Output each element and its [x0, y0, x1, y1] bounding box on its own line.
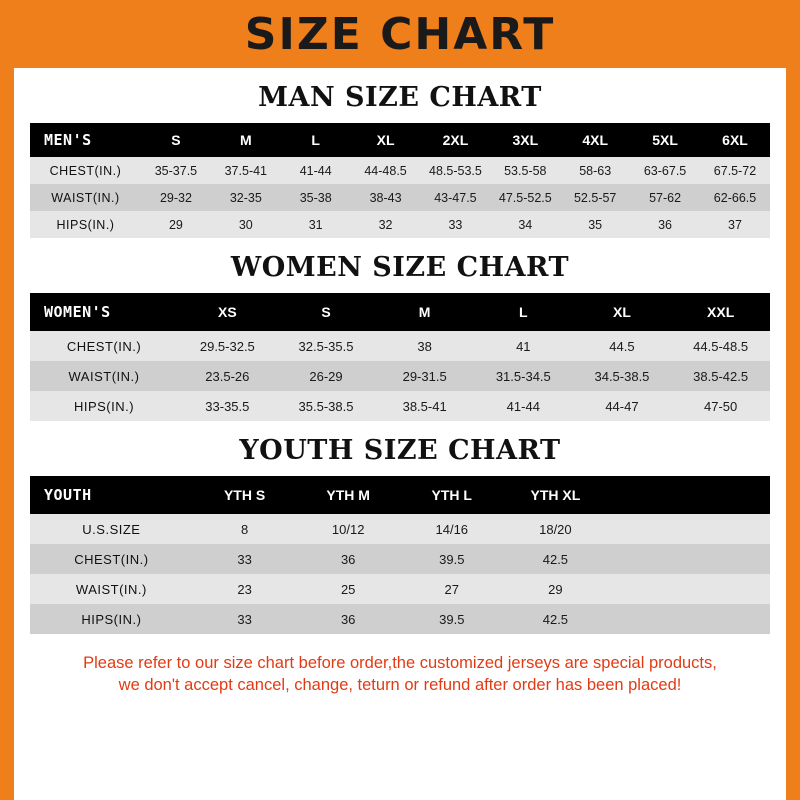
youth-row3-col5: [607, 604, 770, 634]
men-row0-col7: 58-63: [560, 157, 630, 184]
women-row2-col6: 47-50: [671, 391, 770, 421]
men-row0-col4: 44-48.5: [351, 157, 421, 184]
youth-header-cell-1: YTH S: [193, 476, 297, 514]
youth-row3-col3: 39.5: [400, 604, 504, 634]
women-row1-label: WAIST(IN.): [30, 361, 178, 391]
youth-row2-col5: [607, 574, 770, 604]
women-row0-col1: 29.5-32.5: [178, 331, 277, 361]
men-row0-col8: 63-67.5: [630, 157, 700, 184]
men-row2-col4: 32: [351, 211, 421, 238]
youth-row2-col2: 25: [296, 574, 400, 604]
men-row0-col2: 37.5-41: [211, 157, 281, 184]
youth-header-cell-3: YTH L: [400, 476, 504, 514]
youth-row2-col1: 23: [193, 574, 297, 604]
women-section-title: WOMEN SIZE CHART: [230, 252, 570, 283]
men-table-header-row: [30, 123, 770, 157]
women-row1-col6: 38.5-42.5: [671, 361, 770, 391]
youth-section-title: YOUTH SIZE CHART: [239, 435, 561, 466]
page-title: SIZE CHART: [244, 8, 556, 60]
table-row: [30, 514, 770, 544]
youth-row1-label: CHEST(IN.): [30, 544, 193, 574]
youth-row3-col2: 36: [296, 604, 400, 634]
youth-row0-col1: 8: [193, 514, 297, 544]
men-header-cell-7: 4XL: [560, 123, 630, 157]
women-row2-col5: 44-47: [573, 391, 672, 421]
men-header-cell-8: 5XL: [630, 123, 700, 157]
youth-row0-col4: 18/20: [504, 514, 608, 544]
men-row1-col9: 62-66.5: [700, 184, 770, 211]
men-row0-col9: 67.5-72: [700, 157, 770, 184]
youth-row0-col2: 10/12: [296, 514, 400, 544]
youth-header-cell-4: YTH XL: [504, 476, 608, 514]
men-header-cell-4: XL: [351, 123, 421, 157]
table-row: [30, 574, 770, 604]
women-row2-col2: 35.5-38.5: [277, 391, 376, 421]
youth-header-cell-5: [607, 476, 770, 514]
men-row0-col5: 48.5-53.5: [421, 157, 491, 184]
women-size-table: [30, 293, 770, 421]
youth-row1-col1: 33: [193, 544, 297, 574]
men-header-cell-0: MEN'S: [30, 123, 141, 157]
youth-row1-col5: [607, 544, 770, 574]
youth-size-table: [30, 476, 770, 634]
women-row0-col6: 44.5-48.5: [671, 331, 770, 361]
men-row2-col8: 36: [630, 211, 700, 238]
men-row0-col6: 53.5-58: [490, 157, 560, 184]
youth-header-cell-2: YTH M: [296, 476, 400, 514]
women-row0-label: CHEST(IN.): [30, 331, 178, 361]
women-row2-col1: 33-35.5: [178, 391, 277, 421]
men-row2-col3: 31: [281, 211, 351, 238]
men-row2-col1: 29: [141, 211, 211, 238]
men-row1-col3: 35-38: [281, 184, 351, 211]
women-table-header-row: [30, 293, 770, 331]
men-header-cell-1: S: [141, 123, 211, 157]
men-section-title: MAN SIZE CHART: [258, 82, 542, 113]
table-row: [30, 391, 770, 421]
women-row1-col3: 29-31.5: [375, 361, 474, 391]
table-row: [30, 361, 770, 391]
men-row1-col5: 43-47.5: [421, 184, 491, 211]
women-row0-col3: 38: [375, 331, 474, 361]
men-row0-label: CHEST(IN.): [30, 157, 141, 184]
table-row: [30, 331, 770, 361]
order-notice-line-1: Please refer to our size chart before order,the customized jerseys are special products,: [83, 654, 717, 672]
men-row2-col2: 30: [211, 211, 281, 238]
youth-header-cell-0: YOUTH: [30, 476, 193, 514]
men-header-cell-2: M: [211, 123, 281, 157]
men-row2-col9: 37: [700, 211, 770, 238]
youth-row3-col1: 33: [193, 604, 297, 634]
men-row2-label: HIPS(IN.): [30, 211, 141, 238]
women-row1-col2: 26-29: [277, 361, 376, 391]
women-row2-col3: 38.5-41: [375, 391, 474, 421]
women-row1-col4: 31.5-34.5: [474, 361, 573, 391]
youth-row0-label: U.S.SIZE: [30, 514, 193, 544]
youth-row2-col4: 29: [504, 574, 608, 604]
women-row1-col1: 23.5-26: [178, 361, 277, 391]
women-row0-col4: 41: [474, 331, 573, 361]
men-row1-col7: 52.5-57: [560, 184, 630, 211]
men-row2-col5: 33: [421, 211, 491, 238]
page-banner: [0, 0, 800, 68]
chart-content: [14, 82, 786, 703]
women-header-cell-3: M: [375, 293, 474, 331]
women-row0-col2: 32.5-35.5: [277, 331, 376, 361]
youth-row3-label: HIPS(IN.): [30, 604, 193, 634]
women-row1-col5: 34.5-38.5: [573, 361, 672, 391]
men-row1-col4: 38-43: [351, 184, 421, 211]
table-row: [30, 211, 770, 238]
women-header-cell-4: L: [474, 293, 573, 331]
youth-row0-col3: 14/16: [400, 514, 504, 544]
men-row2-col7: 35: [560, 211, 630, 238]
table-row: [30, 544, 770, 574]
men-header-cell-6: 3XL: [490, 123, 560, 157]
youth-row0-col5: [607, 514, 770, 544]
men-size-table: [30, 123, 770, 238]
youth-row1-col3: 39.5: [400, 544, 504, 574]
youth-row2-col3: 27: [400, 574, 504, 604]
men-row0-col3: 41-44: [281, 157, 351, 184]
order-notice: [30, 652, 770, 703]
table-row: [30, 604, 770, 634]
men-header-cell-5: 2XL: [421, 123, 491, 157]
table-row: [30, 157, 770, 184]
youth-row2-label: WAIST(IN.): [30, 574, 193, 604]
women-header-cell-2: S: [277, 293, 376, 331]
women-header-cell-1: XS: [178, 293, 277, 331]
women-header-cell-0: WOMEN'S: [30, 293, 178, 331]
women-row2-label: HIPS(IN.): [30, 391, 178, 421]
table-row: [30, 184, 770, 211]
men-header-cell-3: L: [281, 123, 351, 157]
youth-table-header-row: [30, 476, 770, 514]
men-row1-label: WAIST(IN.): [30, 184, 141, 211]
men-row1-col2: 32-35: [211, 184, 281, 211]
women-row2-col4: 41-44: [474, 391, 573, 421]
women-header-cell-5: XL: [573, 293, 672, 331]
women-row0-col5: 44.5: [573, 331, 672, 361]
youth-row1-col2: 36: [296, 544, 400, 574]
men-row0-col1: 35-37.5: [141, 157, 211, 184]
order-notice-line-2: we don't accept cancel, change, teturn or refund after order has been placed!: [118, 676, 682, 695]
youth-row3-col4: 42.5: [504, 604, 608, 634]
men-row1-col6: 47.5-52.5: [490, 184, 560, 211]
men-header-cell-9: 6XL: [700, 123, 770, 157]
men-row1-col8: 57-62: [630, 184, 700, 211]
youth-row1-col4: 42.5: [504, 544, 608, 574]
men-row1-col1: 29-32: [141, 184, 211, 211]
women-header-cell-6: XXL: [671, 293, 770, 331]
men-row2-col6: 34: [490, 211, 560, 238]
